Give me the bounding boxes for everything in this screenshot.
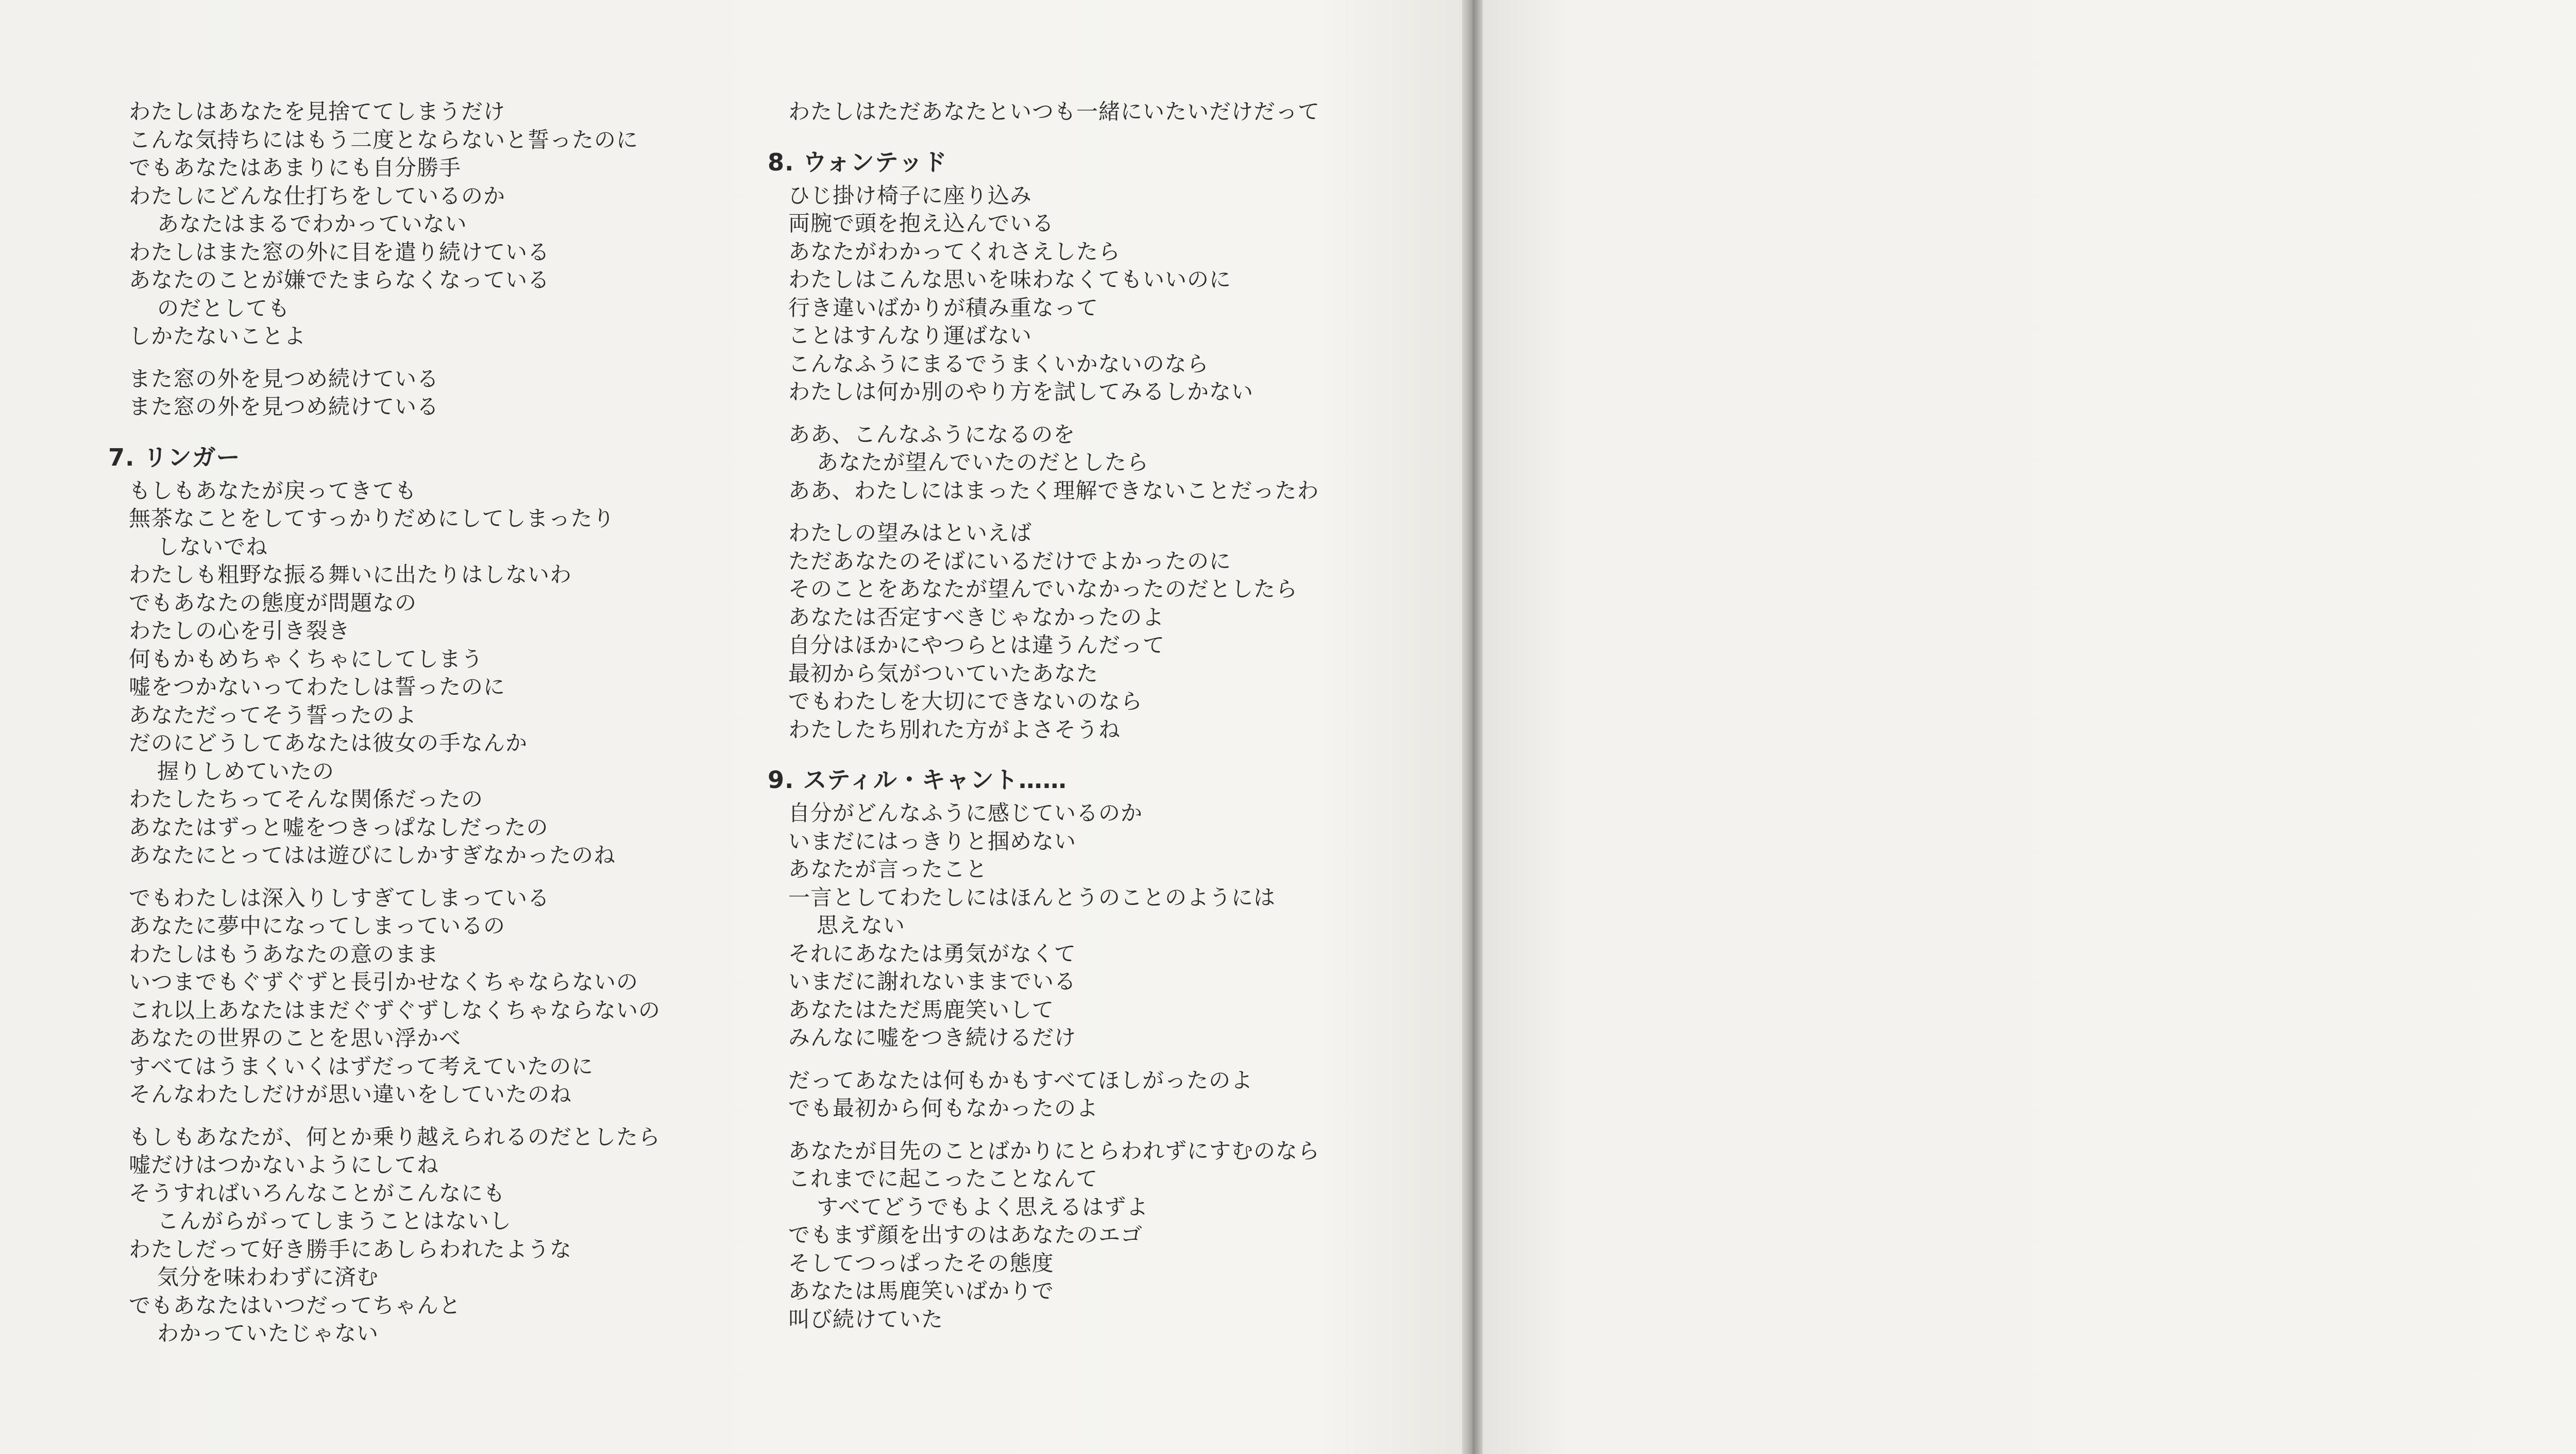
lyric-line: 何もかもめちゃくちゃにしてしまう [129,646,484,672]
lyric-line: それにあなたは勇気がなくて [788,940,1077,966]
lyric-line: だってあなたは何もかもすべてほしがったのよ [788,1067,1253,1093]
lyric-line: でもわたしを大切にできないのなら [788,689,1143,714]
lyric-line: しないでね [157,534,268,559]
song-title: 7. リンガー [108,443,241,471]
stanza-gap [129,870,660,884]
song-title: 8. ウォンテッド [768,148,947,176]
lyric-line: 気分を味わわずに済む [157,1264,379,1290]
lyric-line: あなたがわかってくれさえしたら [788,238,1121,264]
lyric-line: わたしはまた窓の外に目を遣り続けている [129,239,550,265]
lyric-line: あなたは否定すべきじゃなかったのよ [788,604,1165,630]
lyric-line: ああ、わたしにはまったく理解できないことだったわ [788,477,1319,503]
lyric-line: 握りしめていたの [157,758,335,784]
lyric-line: 両腕で頭を抱え込んでいる [788,211,1055,236]
lyric-line: あなたは馬鹿笑いばかりで [788,1278,1055,1304]
lyric-line: わたしは何か別のやり方を試してみるしかない [788,379,1254,404]
lyric-line: こんがらがってしまうことはないし [157,1208,512,1234]
lyric-line: いつまでもぐずぐずと長引かせなくちゃならないの [129,969,639,995]
lyric-line: そのことをあなたが望んでいなかったのだとしたら [788,576,1298,602]
lyric-line: わたしたち別れた方がよさそうね [788,716,1121,742]
lyric-line: また窓の外を見つめ続けている [129,366,439,391]
lyric-line: わたしはこんな思いを味わなくてもいいのに [788,267,1232,292]
lyric-line: あなたにとってはは遊びにしかすぎなかったのね [129,843,616,868]
lyric-line: すべてはうまくいくはずだって考えていたのに [129,1053,594,1079]
lyric-line: わかっていたじゃない [157,1321,379,1346]
stanza-gap [788,1123,1320,1137]
lyric-line: あなたが目先のことばかりにとらわれずにすむのなら [788,1138,1320,1164]
lyric-line: でもまず顔を出すのはあなたのエゴ [788,1222,1143,1247]
lyric-line: 思えない [817,913,906,938]
lyric-line: また窓の外を見つめ続けている [129,394,439,419]
lyric-line: もしもあなたが戻ってきても [129,477,417,503]
lyric-line: でもあなたはあまりにも自分勝手 [129,155,462,180]
lyric-line: みんなに嘘をつき続けるだけ [788,1025,1077,1050]
lyric-line: 行き違いばかりが積み重なって [788,295,1099,320]
lyric-line: わたしはただあなたといつも一緒にいたいだけだって [788,99,1320,124]
lyric-line: わたしの心を引き裂き [129,618,351,643]
lyric-line: あなたが望んでいたのだとしたら [817,450,1149,475]
lyric-line: あなたが言ったこと [788,857,988,882]
lyric-line: ただあなたのそばにいるだけでよかったのに [788,548,1232,574]
lyric-line: あなたはただ馬鹿笑いして [788,997,1055,1022]
lyric-line: 自分はほかにやつらとは違うんだって [788,632,1165,658]
book-gutter [1462,0,1483,1454]
lyric-line: こんな気持ちにはもう二度とならないと誓ったのに [129,127,639,152]
lyric-line: のだとしても [157,295,291,321]
lyric-line: 一言としてわたしにはほんとうのことのようには [788,884,1276,910]
lyric-line: 最初から気がついていたあなた [788,660,1099,686]
stanza-gap [788,1052,1320,1067]
lyric-line: あなたのことが嫌でたまらなくなっている [129,267,550,293]
lyric-line: 叫び続けていた [788,1306,944,1332]
lyric-line: あなたはまるでわかっていない [157,211,467,236]
lyric-line: ひじ掛け椅子に座り込み [788,182,1032,208]
lyrics-column-2 [768,98,1320,1333]
lyric-line: 自分がどんなふうに感じているのか [788,800,1143,826]
lyric-line: でもあなたはいつだってちゃんと [129,1292,462,1318]
stanza-gap [788,406,1320,421]
lyric-line: あなただってそう誓ったのよ [129,702,417,728]
lyric-line: だのにどうしてあなたは彼女の手なんか [129,730,528,756]
lyric-line: そしてつっぱったその態度 [788,1250,1054,1276]
lyric-line: 無茶なことをしてすっかりだめにしてしまったり [129,506,615,531]
lyric-line: いまだにはっきりと掴めない [788,828,1077,854]
lyric-line: ああ、こんなふうになるのを [788,421,1076,447]
lyric-line: あなたはずっと嘘をつきっぱなしだったの [129,814,549,840]
lyric-line: わたしの望みはといえば [788,520,1032,545]
lyric-line: そうすればいろんなことがこんなにも [129,1180,506,1206]
lyrics-column-1 [108,98,661,1348]
lyric-line: しかたないことよ [129,323,307,349]
right-page [1483,0,2576,1454]
lyric-line: でもあなたの態度が問題なの [129,590,417,615]
lyric-line: でも最初から何もなかったのよ [788,1096,1099,1121]
stanza-gap [129,351,660,365]
lyric-line: これまでに起こったことなんて [788,1166,1098,1191]
lyric-line: でもわたしは深入りしすぎてしまっている [129,885,550,911]
lyric-line: こんなふうにまるでうまくいかないのなら [788,351,1209,377]
lyric-line: これ以上あなたはまだぐずぐずしなくちゃならないの [129,997,661,1023]
lyric-line: そんなわたしだけが思い違いをしていたのね [129,1082,572,1107]
lyric-line: いまだに謝れないままでいる [788,969,1077,994]
lyric-line: あなたに夢中になってしまっているの [129,913,506,938]
lyric-line: 嘘だけはつかないようにしてね [129,1152,439,1177]
lyric-line: わたしはもうあなたの意のまま [129,941,439,967]
lyric-line: わたしにどんな仕打ちをしているのか [129,183,506,209]
lyric-line: すべてどうでもよく思えるはずよ [817,1194,1149,1220]
lyric-line: ことはすんなり運ばない [788,323,1032,348]
lyric-line: わたしたちってそんな関係だったの [129,786,484,812]
lyric-line: わたしも粗野な振る舞いに出たりはしないわ [129,562,572,587]
lyric-line: あなたの世界のことを思い浮かべ [129,1025,462,1051]
lyric-line: わたしはあなたを見捨ててしまうだけ [129,99,506,124]
stanza-gap [788,505,1320,519]
stanza-gap [129,1109,660,1123]
lyric-line: わたしだって好き勝手にあしらわれたような [129,1236,572,1262]
lyric-line: 嘘をつかないってわたしは誓ったのに [129,674,506,699]
song-title: 9. スティル・キャント…… [768,766,1067,794]
lyric-line: もしもあなたが、何とか乗り越えられるのだとしたら [129,1124,661,1150]
